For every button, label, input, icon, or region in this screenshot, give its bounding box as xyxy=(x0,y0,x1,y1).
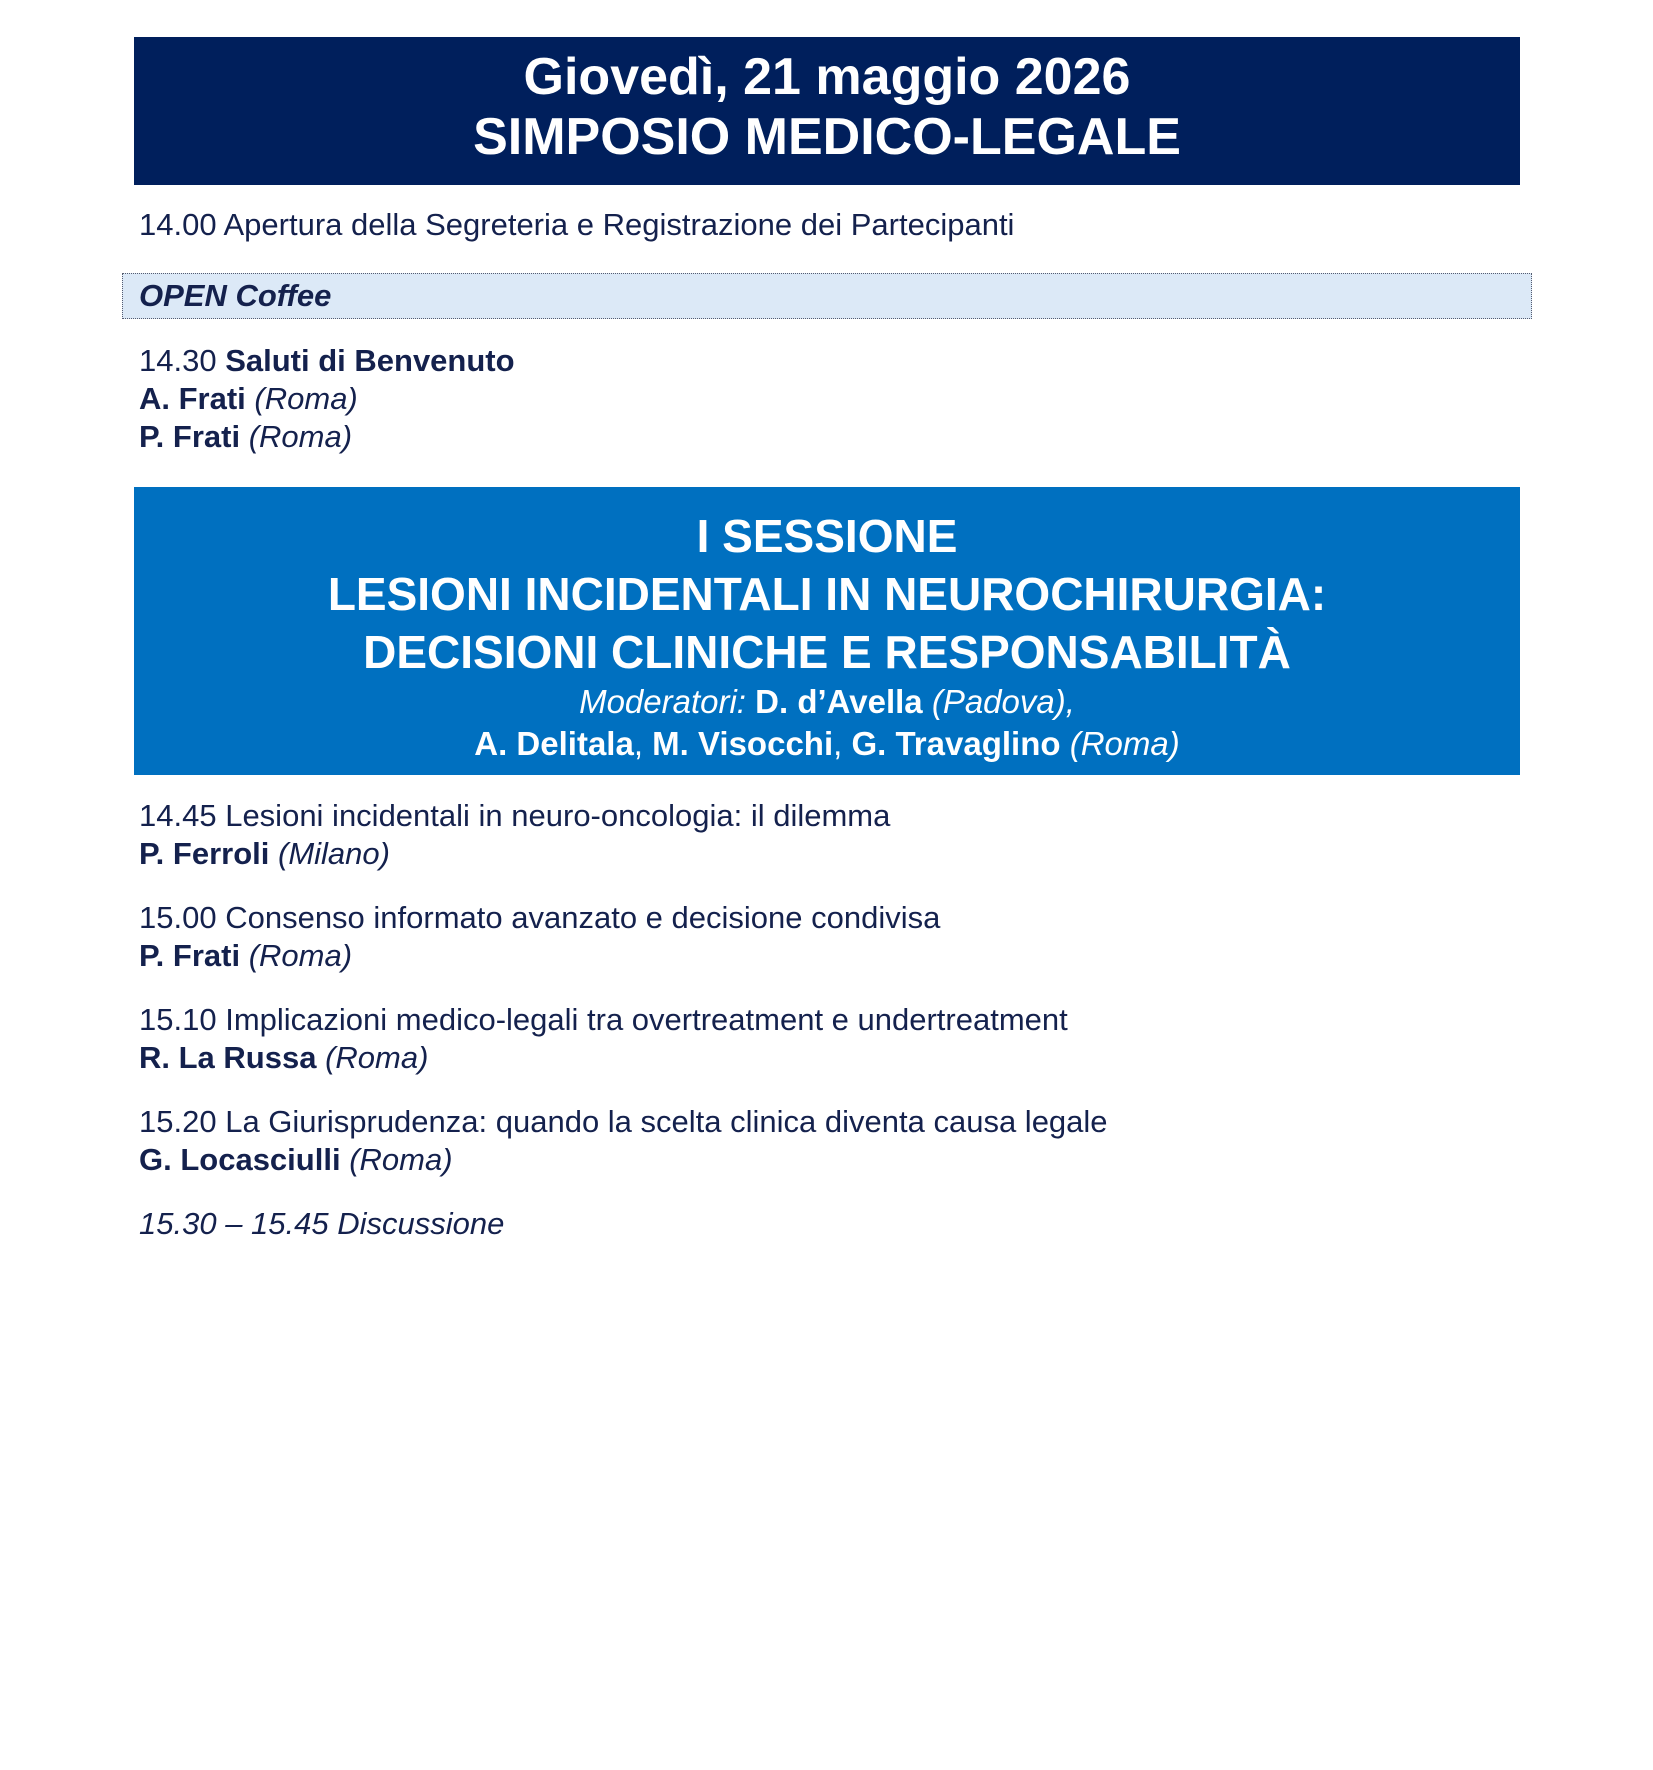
welcome-speaker xyxy=(139,418,352,456)
talk-title: La Giurisprudenza: quando la scelta clinica diventa causa legale xyxy=(225,1104,1108,1139)
day-date: Giovedì, 21 maggio 2026 xyxy=(523,48,1131,106)
session-banner xyxy=(134,487,1520,775)
discussion-item: 15.30 – 15.45 Discussione xyxy=(139,1206,505,1241)
talk-city: (Roma) xyxy=(325,1040,429,1075)
session-title-line2: DECISIONI CLINICHE E RESPONSABILITÀ xyxy=(363,626,1291,678)
talk-time: 15.10 xyxy=(139,1002,217,1037)
talk-time: 15.00 xyxy=(139,900,217,935)
talk-speaker: G. Locasciulli xyxy=(139,1142,341,1177)
session-title-line1: LESIONI INCIDENTALI IN NEUROCHIRURGIA: xyxy=(327,568,1327,620)
moderators-line2 xyxy=(134,723,1520,765)
registration-time: 14.00 xyxy=(139,207,217,242)
moderator-city: (Padova), xyxy=(931,683,1075,720)
moderator-name: D. d’Avella xyxy=(755,683,923,720)
symposium-title: SIMPOSIO MEDICO-LEGALE xyxy=(473,108,1181,166)
moderator-name: G. Travaglino xyxy=(851,725,1061,762)
welcome-time: 14.30 xyxy=(139,343,217,378)
talk-speaker: P. Frati xyxy=(139,938,241,973)
talk-title: Lesioni incidentali in neuro-oncologia: il dilemma xyxy=(225,798,891,833)
welcome-speaker xyxy=(139,380,358,418)
talk-speaker-line xyxy=(139,937,352,975)
talk-city: (Roma) xyxy=(248,938,353,973)
speaker-city: (Roma) xyxy=(248,419,353,454)
talk-title-line xyxy=(139,1103,1108,1141)
session-number: I SESSIONE xyxy=(696,510,958,562)
moderator-name: A. Delitala xyxy=(474,725,634,762)
moderator-separator: , xyxy=(633,725,643,762)
welcome-item xyxy=(139,342,515,380)
talk-title-line xyxy=(139,1001,1068,1039)
open-coffee-label: OPEN Coffee xyxy=(139,278,332,313)
moderator-city: (Roma) xyxy=(1069,725,1180,762)
moderators-label: Moderatori: xyxy=(579,683,746,720)
speaker-name: P. Frati xyxy=(139,419,241,454)
open-coffee-bar xyxy=(122,273,1532,319)
moderator-separator: , xyxy=(833,725,843,762)
talk-speaker: P. Ferroli xyxy=(139,836,270,871)
talk-title: Consenso informato avanzato e decisione condivisa xyxy=(225,900,941,935)
registration-item xyxy=(139,206,1014,244)
moderator-name: M. Visocchi xyxy=(652,725,834,762)
speaker-city: (Roma) xyxy=(254,381,358,416)
talk-city: (Milano) xyxy=(278,836,390,871)
talk-title: Implicazioni medico-legali tra overtreatment e undertreatment xyxy=(225,1002,1068,1037)
talk-title-line xyxy=(139,899,940,937)
welcome-title: Saluti di Benvenuto xyxy=(225,343,515,378)
talk-time: 14.45 xyxy=(139,798,217,833)
talk-city: (Roma) xyxy=(349,1142,453,1177)
talk-speaker-line xyxy=(139,835,390,873)
talk-title-line xyxy=(139,797,890,835)
talk-speaker: R. La Russa xyxy=(139,1040,317,1075)
talk-speaker-line xyxy=(139,1141,453,1179)
day-header-banner xyxy=(134,37,1520,185)
talk-time: 15.20 xyxy=(139,1104,217,1139)
registration-text: Apertura della Segreteria e Registrazione dei Partecipanti xyxy=(223,207,1015,242)
talk-speaker-line xyxy=(139,1039,428,1077)
moderators-line1 xyxy=(134,681,1520,723)
speaker-name: A. Frati xyxy=(139,381,246,416)
